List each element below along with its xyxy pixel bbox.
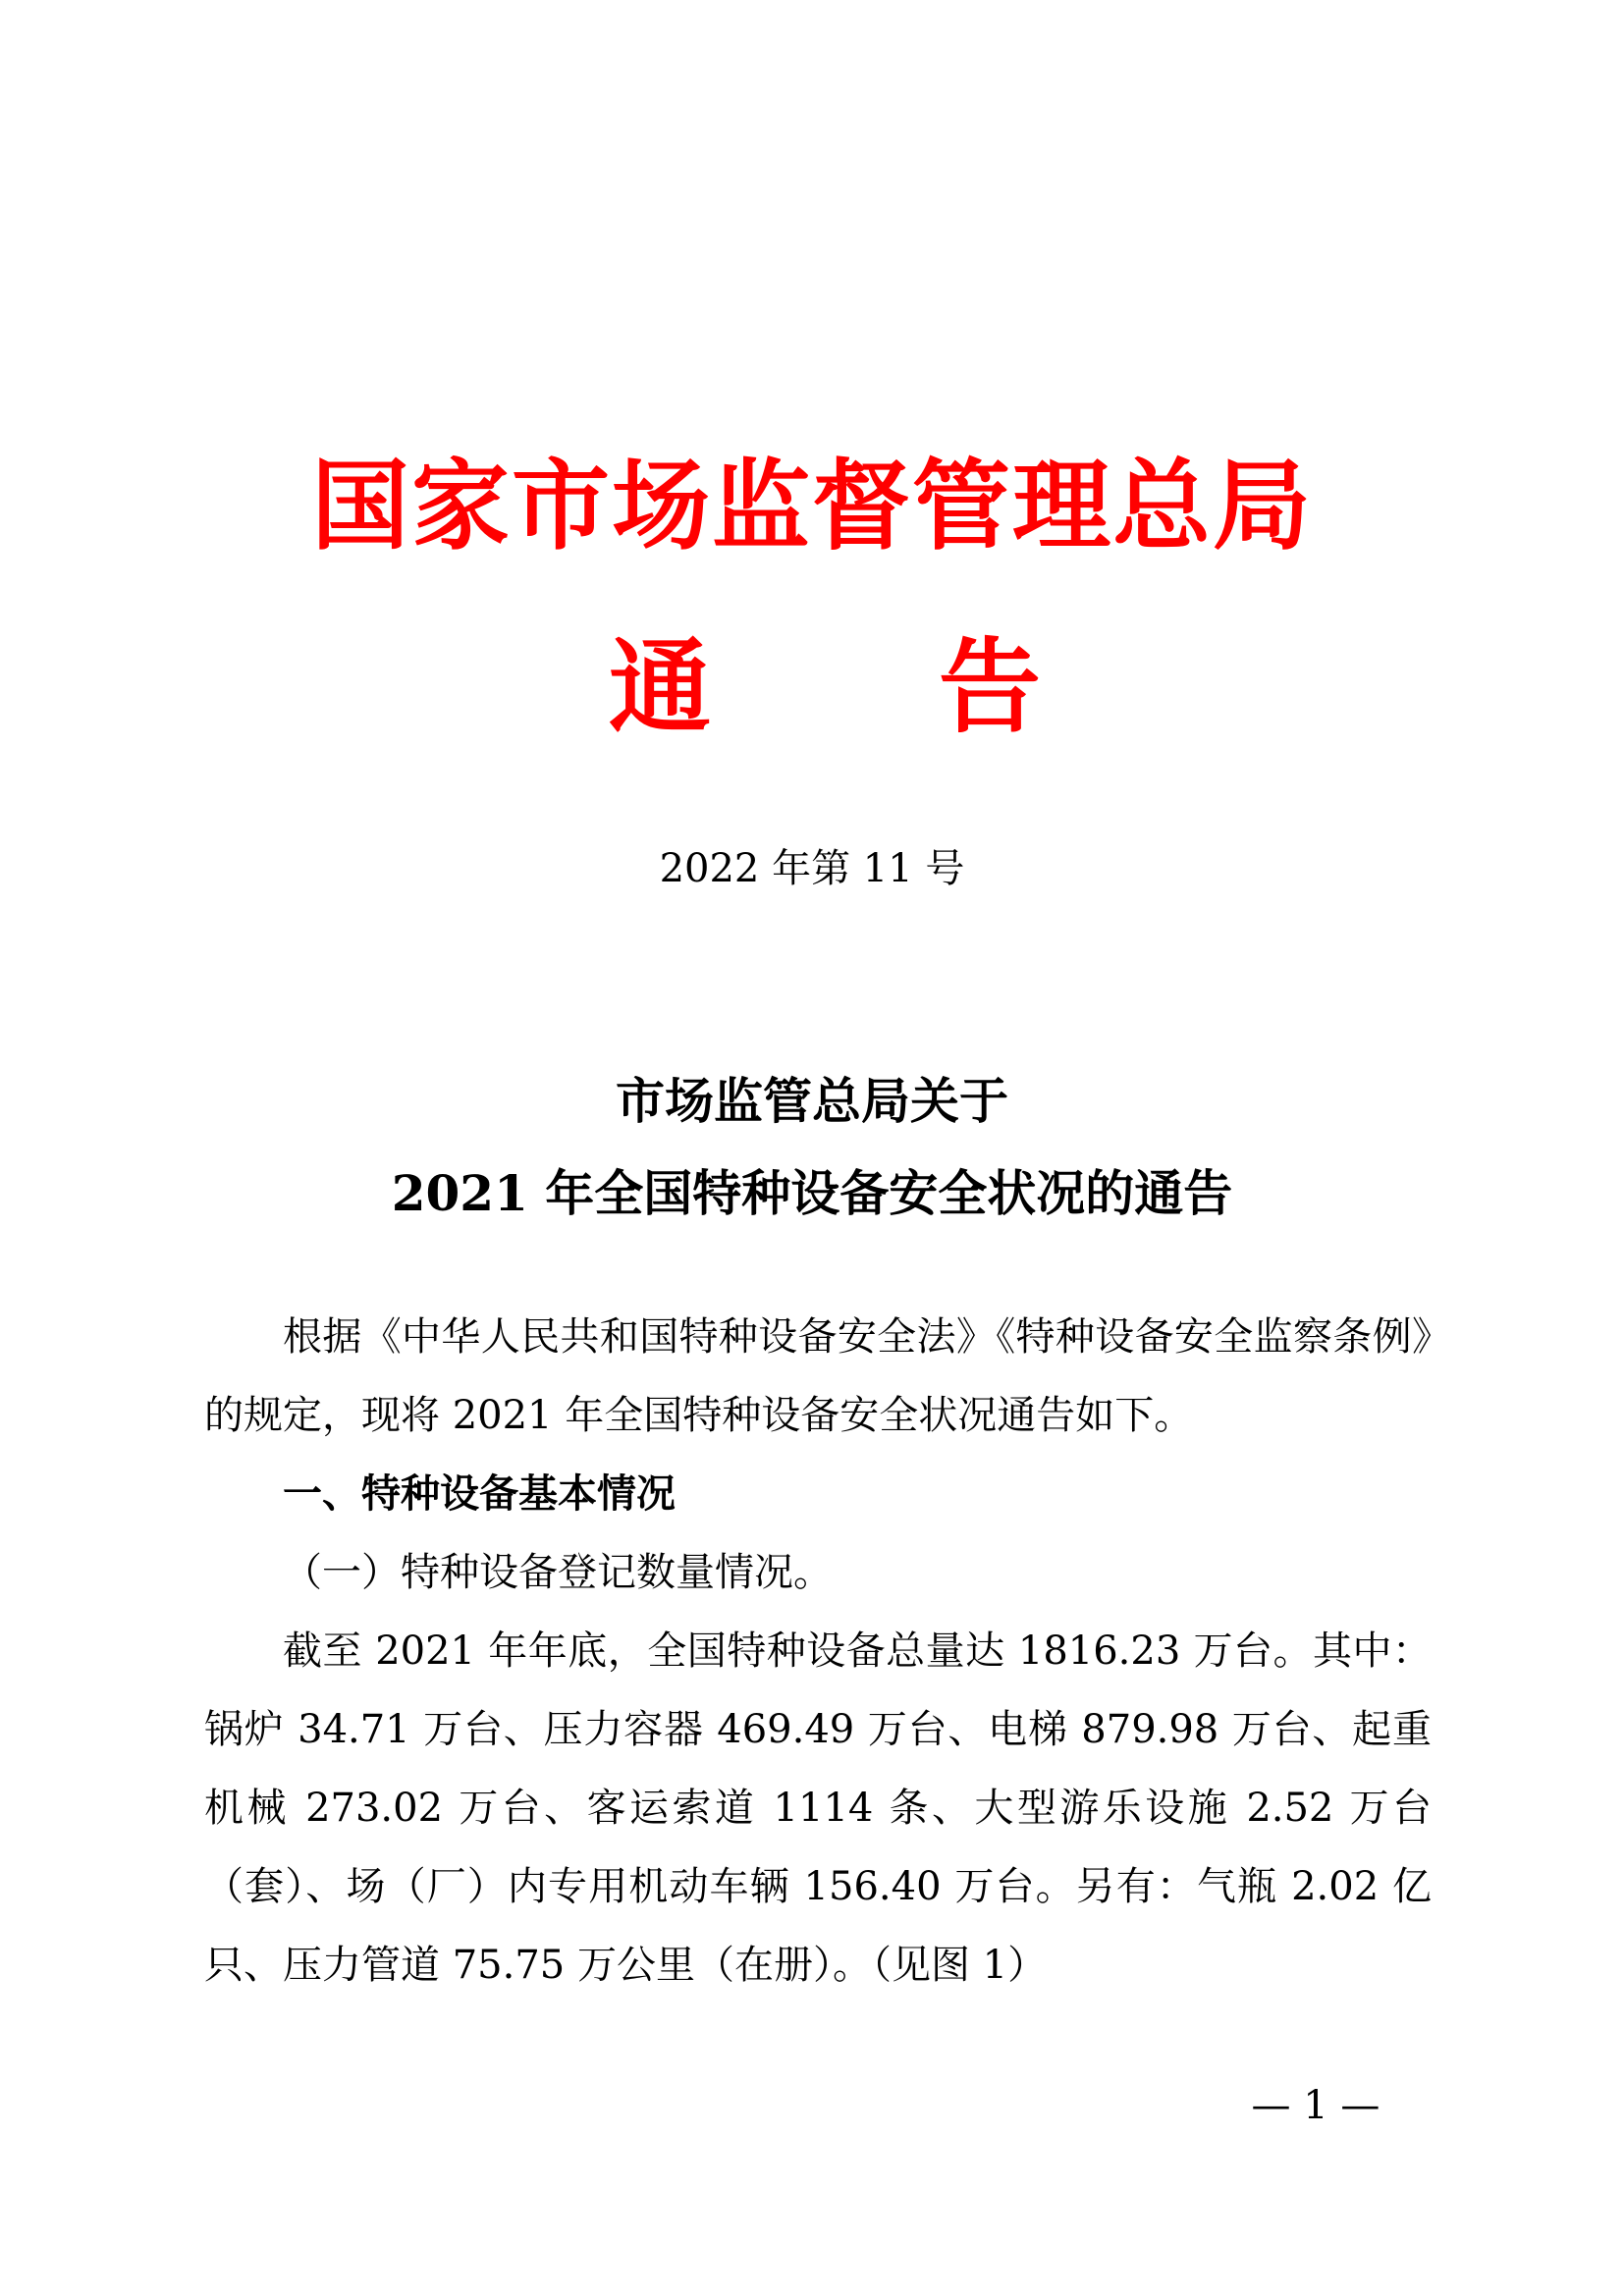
document-number: 2022 年第 11 号 xyxy=(659,846,965,891)
body-text xyxy=(204,1298,1432,2004)
notice-title xyxy=(609,628,1041,746)
subject-title-line-2: 2021 年全国特种设备安全状况的通告 xyxy=(391,1164,1233,1222)
notice-char-2: 告 xyxy=(938,626,1041,747)
statistics-paragraph: 截至 2021 年年底，全国特种设备总量达 1816.23 万台。其中：锅炉 34.71 万台、压力容器 469.49 万台、电梯 879.98 万台、起重机械 273.02 万台、客运索道 1114 条、大型游乐设施 2.52 万台（套）、场（厂）内专用机动车辆 156.40 万台。另有：气瓶 2.02 亿只、压力管道 75.75 万公里（在册）。（见图 1） xyxy=(204,1629,1432,1988)
subject-title-line-1: 市场监管总局关于 xyxy=(616,1072,1008,1130)
notice-char-1: 通 xyxy=(609,626,712,747)
agency-title: 国家市场监督管理总局 xyxy=(311,448,1313,563)
intro-paragraph: 根据《中华人民共和国特种设备安全法》《特种设备安全监察条例》的规定，现将 2021 年全国特种设备安全状况通告如下。 xyxy=(204,1314,1432,1438)
subsection-heading: （一）特种设备登记数量情况。 xyxy=(283,1550,833,1595)
section-heading: 一、特种设备基本情况 xyxy=(283,1471,676,1517)
page-number: — 1 — xyxy=(1251,2083,1380,2128)
subject-title xyxy=(0,1055,1624,1240)
